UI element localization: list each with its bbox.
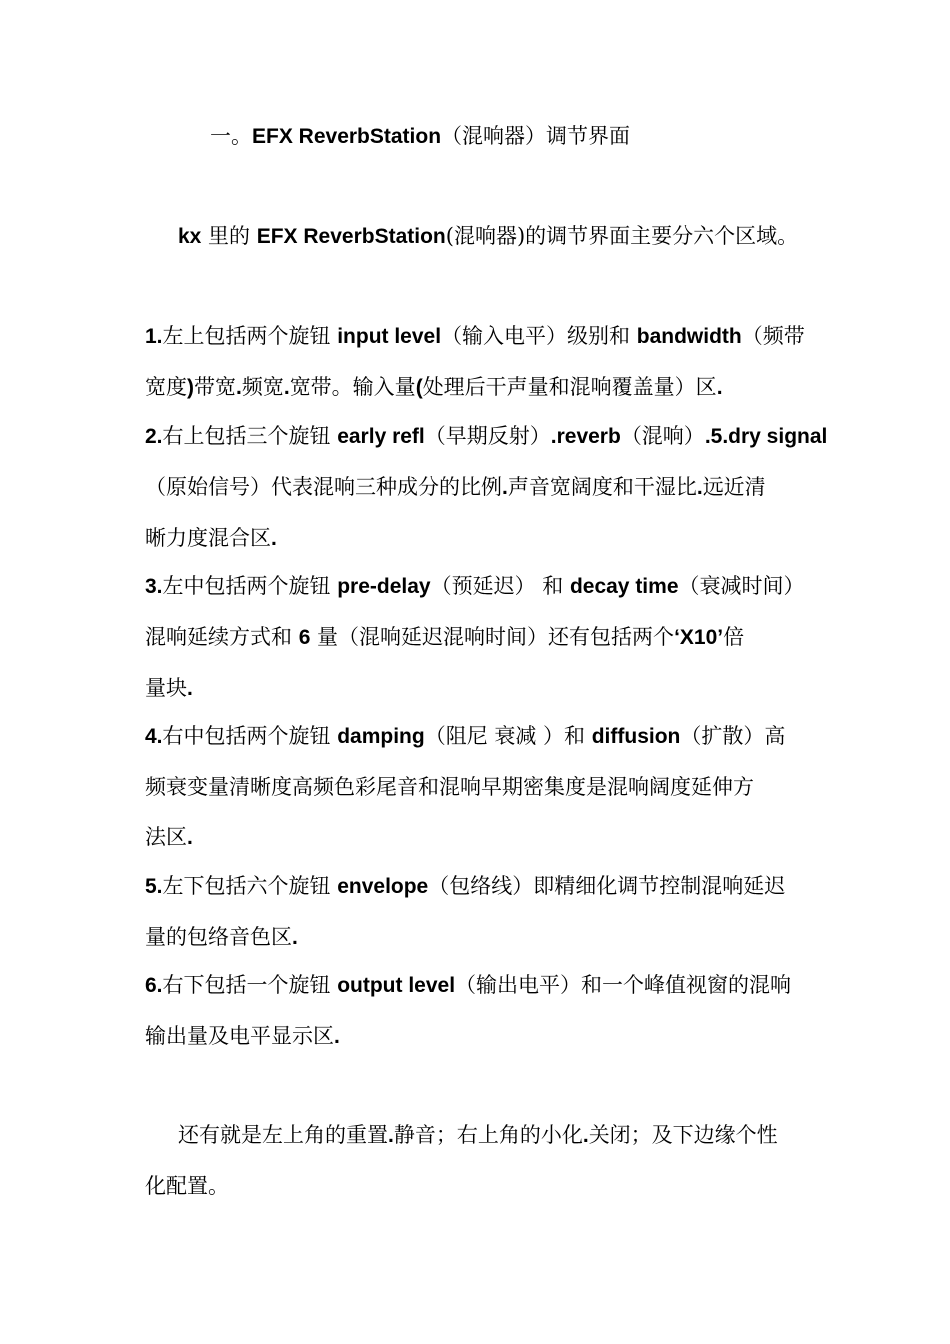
text-segment: 声音宽阔度和干湿比 (507, 475, 697, 499)
section-title (210, 111, 810, 162)
text-segment: 左下包括六个旋钮 (162, 874, 338, 898)
list-item-line (145, 861, 810, 912)
bold-segment: 5. (145, 875, 163, 898)
text-segment: 频宽 (241, 375, 284, 399)
text-segment: （混响） (620, 424, 705, 448)
bold-segment: bandwidth (636, 325, 742, 348)
closing-line (145, 1110, 810, 1161)
text-segment: （扩散）高 (680, 724, 786, 748)
list-item-3 (145, 561, 810, 714)
bold-segment: decay time (569, 575, 679, 598)
bold-segment: . (187, 677, 193, 700)
title-prefix: 一。 (210, 124, 252, 148)
bold-segment: 2. (145, 425, 163, 448)
closing-paragraph (145, 1110, 810, 1211)
text-segment: 右上包括三个旋钮 (162, 424, 338, 448)
list-item-1 (145, 311, 810, 413)
text-segment: （频带 (741, 324, 805, 348)
list-item-line (145, 960, 810, 1011)
text-segment: （阻尼 衰减 ）和 (424, 724, 592, 748)
list-item-line (145, 612, 810, 663)
title-suffix: （混响器）调节界面 (441, 124, 631, 148)
text-segment: 还有就是左上角的重置 (178, 1123, 388, 1147)
text-segment: （包络线）即精细化调节控制混响延迟 (428, 874, 786, 898)
bold-segment: diffusion (591, 725, 681, 748)
bold-segment: ‘X10’ (674, 626, 724, 649)
text-segment: 关闭；及下边缘个性 (588, 1123, 778, 1147)
list-item-line (145, 762, 810, 812)
bold-segment: . (292, 926, 298, 949)
text-segment: 处理后干声量和混响覆盖量）区 (422, 375, 717, 399)
text-segment: 量块 (145, 676, 187, 700)
text-segment: 量（混响延迟混响时间）还有包括两个 (310, 625, 675, 649)
bold-segment: 3. (145, 575, 163, 598)
text-segment: 化配置。 (145, 1174, 229, 1198)
text-segment: （预延迟） 和 (430, 574, 570, 598)
bold-segment: damping (337, 725, 425, 748)
closing-line (145, 1161, 810, 1211)
list-item-4 (145, 711, 810, 863)
text-segment: 宽带。输入量 (289, 375, 416, 399)
bold-segment: . (271, 527, 277, 550)
bold-segment: . (388, 1124, 394, 1147)
list-item-line (145, 1011, 810, 1062)
bold-segment: . (334, 1025, 340, 1048)
bold-segment: 4. (145, 725, 163, 748)
text-segment: 倍 (723, 625, 745, 649)
intro-paragraph (178, 211, 818, 262)
text-segment: 左上包括两个旋钮 (162, 324, 338, 348)
text-segment: （衰减时间） (678, 574, 805, 598)
text-segment: （原始信号）代表混响三种成分的比例 (145, 475, 502, 499)
bold-segment: ) (187, 376, 194, 399)
bold-segment: input level (337, 325, 442, 348)
text-segment: 混响延续方式和 (145, 625, 299, 649)
text-segment: （输入电平）级别和 (441, 324, 637, 348)
bold-segment: 6 (298, 626, 311, 649)
text-segment: 量的包络音色区 (145, 925, 292, 949)
bold-segment: . (187, 826, 193, 849)
list-item-line (145, 462, 810, 513)
text-segment: （早期反射） (424, 424, 551, 448)
text-segment: 右中包括两个旋钮 (162, 724, 338, 748)
list-item-line (145, 411, 828, 462)
bold-segment: . (696, 476, 703, 499)
list-item-5 (145, 861, 810, 963)
list-item-line (145, 311, 810, 362)
intro-kx: kx (178, 225, 202, 248)
bold-segment: .5.dry signal (704, 425, 828, 448)
bold-segment: early refl (337, 425, 425, 448)
text-segment: 带宽 (194, 375, 236, 399)
bold-segment: . (236, 376, 242, 399)
text-segment: 宽度 (145, 375, 187, 399)
text-segment: 法区 (145, 825, 187, 849)
list-item-line (145, 912, 810, 963)
bold-segment: 6. (145, 974, 163, 997)
bold-segment: 1. (145, 325, 163, 348)
bold-segment: . (716, 376, 723, 399)
text-segment: 输出量及电平显示区 (145, 1024, 334, 1048)
bold-segment: . (582, 1124, 589, 1147)
intro-product: EFX ReverbStation (256, 225, 446, 248)
bold-segment: pre-delay (337, 575, 431, 598)
list-item-line (145, 561, 810, 612)
bold-segment: ( (415, 376, 423, 399)
title-product: EFX ReverbStation (252, 125, 442, 148)
bold-segment: envelope (337, 875, 429, 898)
list-item-line (145, 663, 810, 714)
intro-text-1: 里的 (201, 224, 257, 248)
intro-text-2: (混响器)的调节界面主要分六个区域。 (445, 224, 799, 248)
list-item-line (145, 513, 810, 564)
bold-segment: output level (337, 974, 456, 997)
list-item-line (145, 711, 810, 762)
list-item-2 (145, 411, 828, 564)
text-segment: （输出电平）和一个峰值视窗的混响 (455, 973, 792, 997)
list-item-line (145, 362, 810, 413)
list-item-6 (145, 960, 810, 1062)
list-item-line (145, 812, 810, 863)
text-segment: 频衰变量清晰度高频色彩尾音和混响早期密集度是混响阔度延伸方 (145, 775, 754, 799)
bold-segment: . (502, 476, 508, 499)
text-segment: 右下包括一个旋钮 (162, 973, 338, 997)
bold-segment: . (283, 376, 290, 399)
text-segment: 晰力度混合区 (145, 526, 271, 550)
text-segment: 远近清 (702, 475, 766, 499)
text-segment: 静音；右上角的小化 (393, 1123, 583, 1147)
bold-segment: .reverb (550, 425, 621, 448)
text-segment: 左中包括两个旋钮 (162, 574, 338, 598)
